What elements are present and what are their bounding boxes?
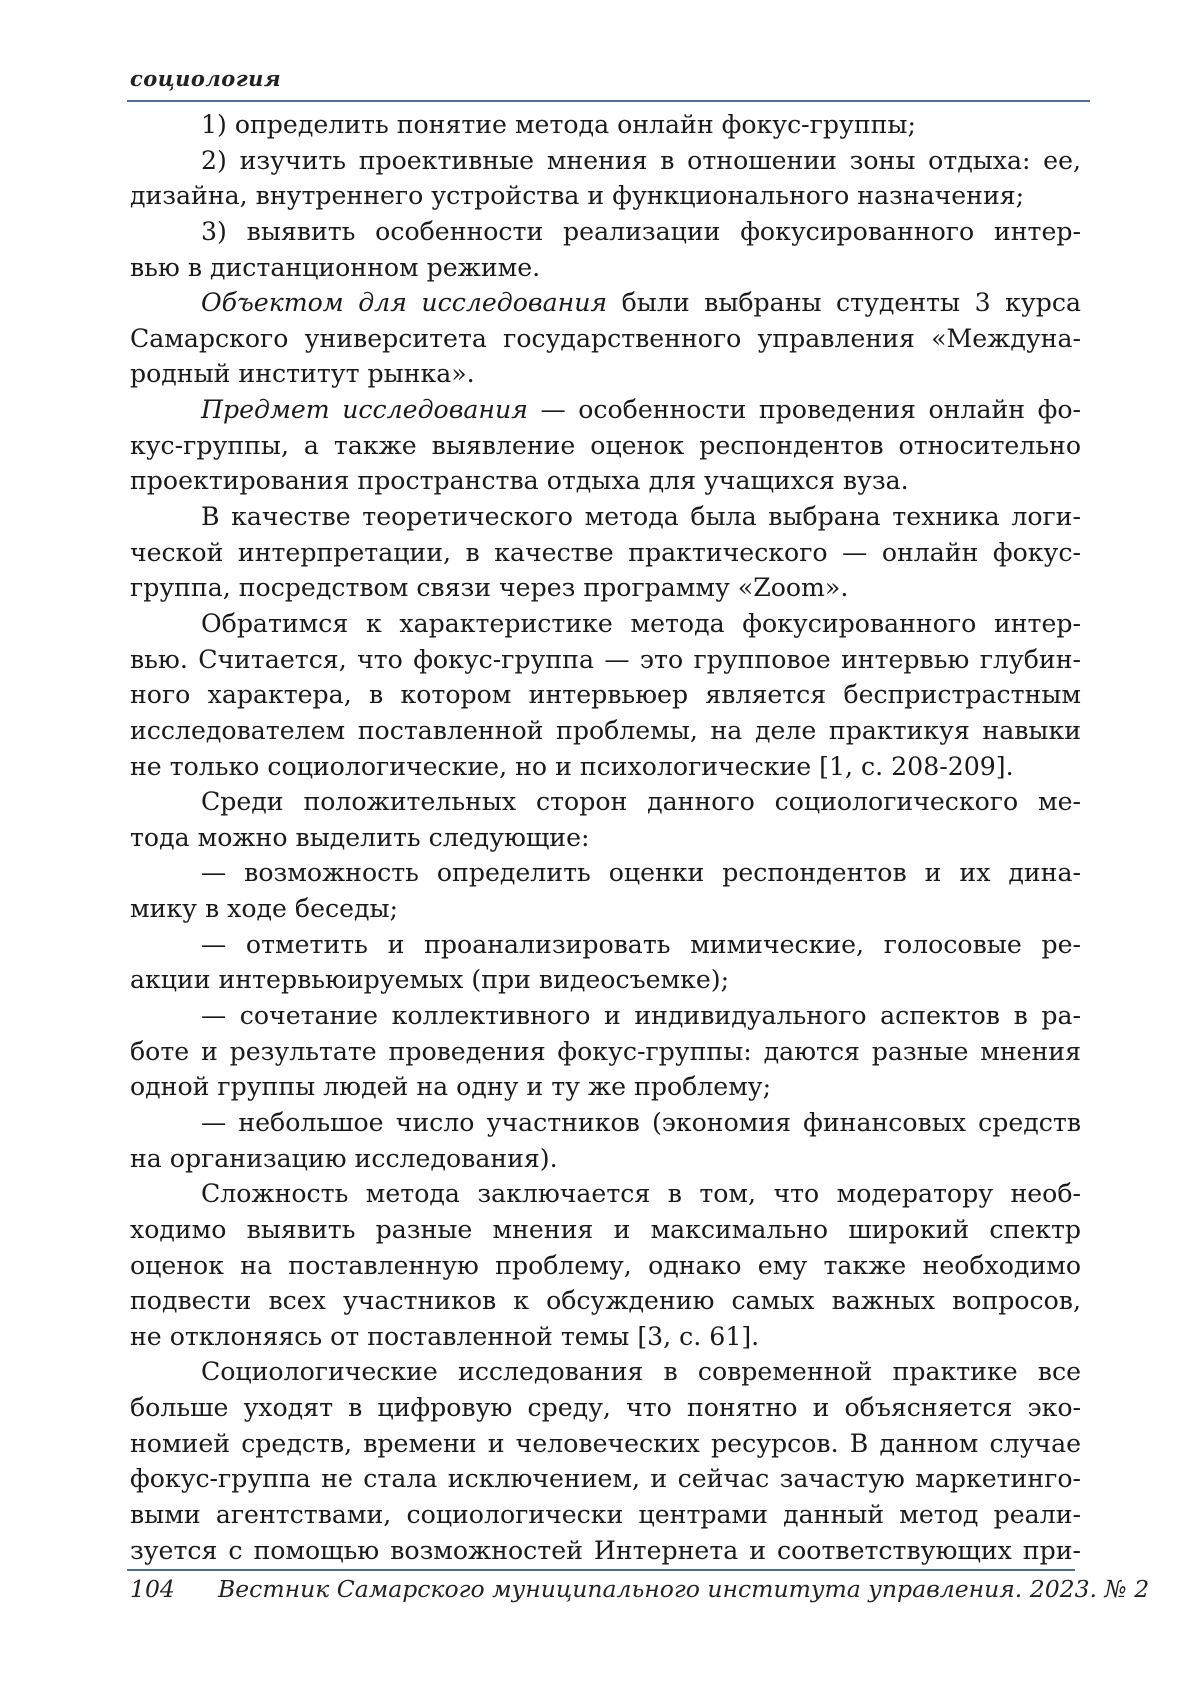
line-text: дизайна, внутреннего устройства и функционального назначения; xyxy=(130,181,1025,211)
line-text: одной группы людей на одну и ту же проблему; xyxy=(130,1072,772,1102)
text-line xyxy=(130,642,1081,678)
text-line xyxy=(130,214,1081,250)
text-line xyxy=(130,143,1081,179)
text-line xyxy=(130,1248,1081,1284)
header-divider xyxy=(127,100,1090,102)
text-line xyxy=(130,1069,1081,1105)
text-line xyxy=(130,1426,1081,1462)
text-line xyxy=(130,677,1081,713)
line-text: — возможность определить оценки респондентов и их дина- xyxy=(201,858,1081,888)
text-line xyxy=(130,891,1081,927)
line-text: В качестве теоретического метода была выбрана техника логи- xyxy=(201,502,1081,532)
text-line xyxy=(130,535,1081,571)
line-text: группа, посредством связи через программу «Zoom». xyxy=(130,573,849,603)
line-text: акции интервьюируемых (при видеосъемке); xyxy=(130,965,730,995)
line-text: 2) изучить проективные мнения в отношении зоны отдыха: ее, xyxy=(201,145,1081,175)
line-text: тода можно выделить следующие: xyxy=(130,822,590,852)
text-line xyxy=(130,1461,1081,1497)
line-text: 3) выявить особенности реализации фокусированного интер- xyxy=(201,216,1081,246)
text-line xyxy=(130,428,1081,464)
line-text: ходимо выявить разные мнения и максимально широкий спектр xyxy=(130,1214,1081,1244)
line-text: 1) определить понятие метода онлайн фокус-группы; xyxy=(201,110,916,139)
line-text: — отметить и проанализировать мимические, голосовые ре- xyxy=(201,929,1081,959)
text-line xyxy=(130,820,1081,856)
text-line xyxy=(130,356,1081,392)
text-line xyxy=(130,1283,1081,1319)
text-line xyxy=(130,855,1081,891)
text-line xyxy=(130,1212,1081,1248)
text-line xyxy=(130,1319,1081,1355)
line-text: выми агентствами, социологически центрами данный метод реали- xyxy=(130,1499,1081,1529)
text-line xyxy=(130,606,1081,642)
line-text: на организацию исследования). xyxy=(130,1143,558,1173)
line-text: — небольшое число участников (экономия финансовых средств xyxy=(201,1107,1081,1137)
text-line xyxy=(130,962,1081,998)
line-text: родный институт рынка». xyxy=(130,359,475,389)
text-line xyxy=(130,1390,1081,1426)
line-text: ческой интерпретации, в качестве практического — онлайн фокус- xyxy=(130,537,1081,567)
line-text: исследователем поставленной проблемы, на деле практикуя навыки xyxy=(130,715,1081,745)
text-line xyxy=(130,784,1081,820)
text-line xyxy=(130,713,1081,749)
line-text: вью в дистанционном режиме. xyxy=(130,252,541,282)
text-line xyxy=(130,1497,1081,1533)
line-text: оценок на поставленную проблему, однако ему также необходимо xyxy=(130,1250,1081,1280)
text-line xyxy=(130,321,1081,357)
line-text: Среди положительных сторон данного социологического ме- xyxy=(201,787,1081,817)
line-text: номией средств, времени и человеческих ресурсов. В данном случае xyxy=(130,1428,1081,1458)
text-line xyxy=(130,570,1081,606)
italic-term: Объектом для исследования xyxy=(201,288,608,318)
text-line xyxy=(130,1533,1081,1569)
line-text: не отклоняясь от поставленной темы [3, с. 61]. xyxy=(130,1321,760,1351)
line-text: не только социологические, но и психологические [1, с. 208-209]. xyxy=(130,751,1014,781)
line-text: фокус-группа не стала исключением, и сейчас зачастую маркетинго- xyxy=(130,1464,1081,1494)
text-line xyxy=(130,1354,1081,1390)
article-body xyxy=(130,107,1081,1568)
line-text: Обратимся к характеристике метода фокусированного интер- xyxy=(201,608,1081,638)
italic-term: Предмет исследования xyxy=(201,395,528,425)
line-text: зуется с помощью возможностей Интернета и соответствующих при- xyxy=(130,1535,1081,1565)
text-line xyxy=(130,285,1081,321)
text-line xyxy=(130,998,1081,1034)
journal-citation: Вестник Самарского муниципального института управления. 2023. № 2 xyxy=(218,1575,1150,1603)
line-text: — сочетание коллективного и индивидуального аспектов в ра- xyxy=(201,1001,1081,1031)
text-line xyxy=(130,392,1081,428)
line-text: были выбраны студенты 3 курса xyxy=(607,288,1081,318)
text-line xyxy=(130,1141,1081,1177)
line-text: боте и результате проведения фокус-группы: даются разные мнения xyxy=(130,1036,1081,1066)
text-line xyxy=(130,1176,1081,1212)
line-text: Сложность метода заключается в том, что модератору необ- xyxy=(201,1179,1081,1209)
text-line xyxy=(130,463,1081,499)
footer-divider xyxy=(127,1569,1075,1571)
line-text: Самарского университета государственного управления «Междуна- xyxy=(130,323,1081,353)
text-line xyxy=(130,250,1081,286)
line-text: вью. Считается, что фокус-группа — это групповое интервью глубин- xyxy=(130,644,1081,674)
line-text: больше уходят в цифровую среду, что понятно и объясняется эко- xyxy=(130,1393,1081,1423)
line-text: проектирования пространства отдыха для учащихся вуза. xyxy=(130,466,909,496)
line-text: Социологические исследования в современной практике все xyxy=(201,1357,1081,1387)
text-line xyxy=(130,749,1081,785)
section-title: социология xyxy=(130,66,282,91)
line-text: — особенности проведения онлайн фо- xyxy=(527,395,1081,425)
text-line xyxy=(130,107,1081,143)
text-line xyxy=(130,1105,1081,1141)
text-line xyxy=(130,178,1081,214)
text-line xyxy=(130,499,1081,535)
text-line xyxy=(130,1034,1081,1070)
line-text: ного характера, в котором интервьюер является беспристрастным xyxy=(130,680,1081,710)
page-number: 104 xyxy=(130,1575,175,1603)
text-line xyxy=(130,927,1081,963)
line-text: кус-группы, а также выявление оценок респондентов относительно xyxy=(130,430,1081,460)
line-text: подвести всех участников к обсуждению самых важных вопросов, xyxy=(130,1286,1081,1316)
line-text: мику в ходе беседы; xyxy=(130,894,399,924)
